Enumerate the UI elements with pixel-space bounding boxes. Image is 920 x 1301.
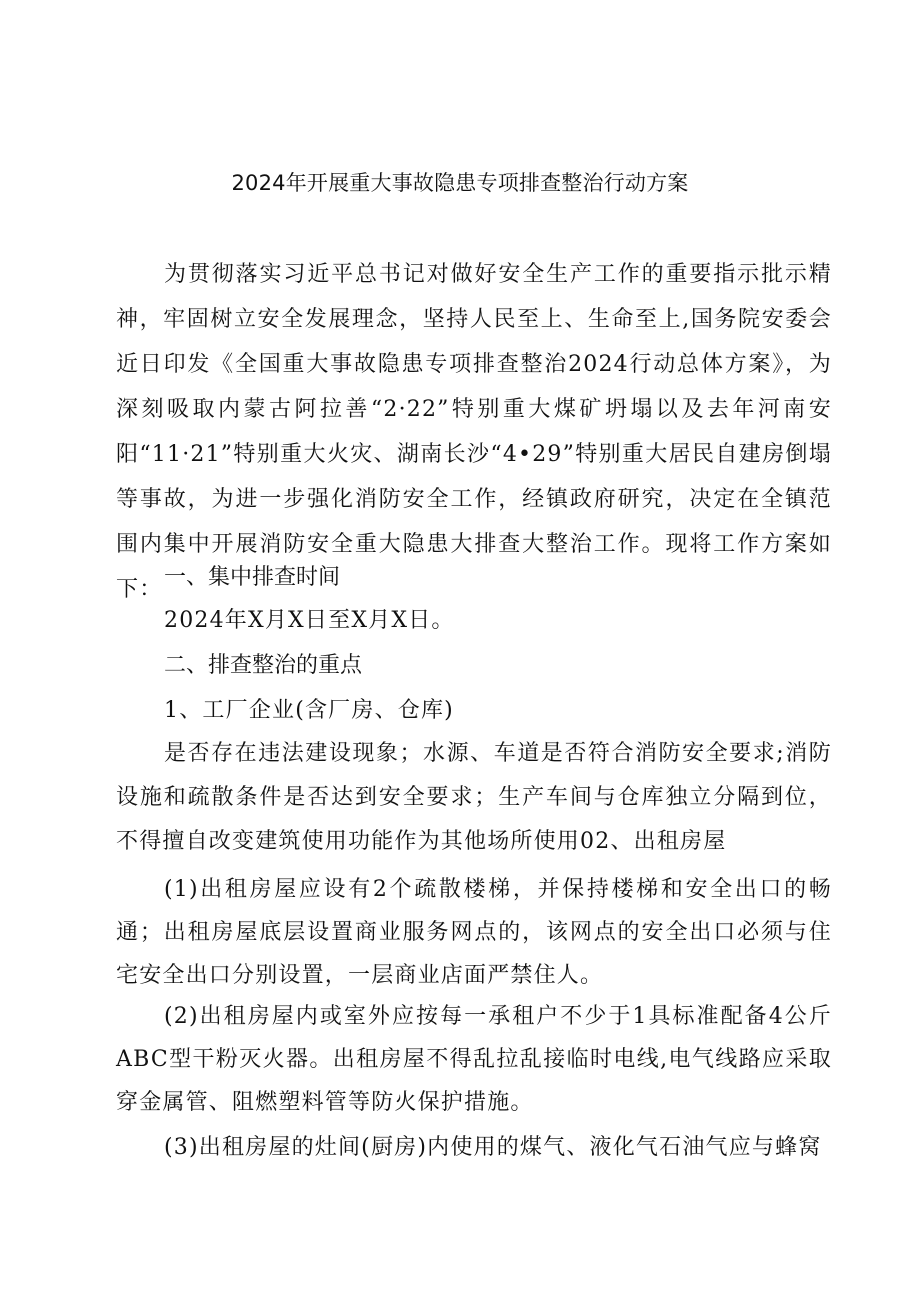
- schedule-text: 2024年X月X日至X月X日。: [164, 608, 455, 633]
- factories-paragraph: [116, 732, 832, 864]
- section-heading-schedule: 一、集中排查时间: [164, 565, 341, 590]
- intro-paragraph: [116, 252, 832, 612]
- document-title: 2024年开展重大事故隐患专项排查整治行动方案: [231, 171, 689, 195]
- rental-paragraph-2: [116, 995, 832, 1124]
- rental-text-2: (2)出租房屋内或室外应按每一承租户不少于1具标准配备4公斤ABC型干粉灭火器。出租房屋不得乱拉乱接临时电线,电气线路应采取穿金属管、阻燃塑料管等防火保护措施。: [116, 1004, 832, 1115]
- intro-text: 为贯彻落实习近平总书记对做好安全生产工作的重要指示批示精神，牢固树立安全发展理念，坚持人民至上、生命至上,国务院安委会近日印发《全国重大事故隐患专项排查整治2024行动总体方案》，为深刻吸取内蒙古阿拉善“2·22”特别重大煤矿坍塌以及去年河南安阳“11·21”特别重大火灾、湖南长沙“4•29”特别重大居民自建房倒塌等事故，为进一步强化消防安全工作，经镇政府研究，决定在全镇范围内集中开展消防安全重大隐患大排查大整治工作。现将工作方案如下：: [116, 262, 832, 602]
- factories-text: 是否存在违法建设现象；水源、车道是否符合消防安全要求;消防设施和疏散条件是否达到安全要求；生产车间与仓库独立分隔到位，不得擅自改变建筑使用功能作为其他场所使用02、出租房屋: [116, 741, 832, 854]
- rental-paragraph-3: [116, 1126, 832, 1169]
- item-heading-factories: 1、工厂企业(含厂房、仓库): [164, 698, 454, 723]
- rental-paragraph-1: [116, 868, 832, 997]
- rental-text-3: (3)出租房屋的灶间(厨房)内使用的煤气、液化气石油气应与蜂窝: [164, 1135, 822, 1160]
- rental-text-1: (1)出租房屋应设有2个疏散楼梯，并保持楼梯和安全出口的畅通；出租房屋底层设置商业服务网点的，该网点的安全出口必须与住宅安全出口分别设置，一层商业店面严禁住人。: [116, 877, 832, 988]
- section-heading-focus: 二、排查整治的重点: [164, 653, 363, 678]
